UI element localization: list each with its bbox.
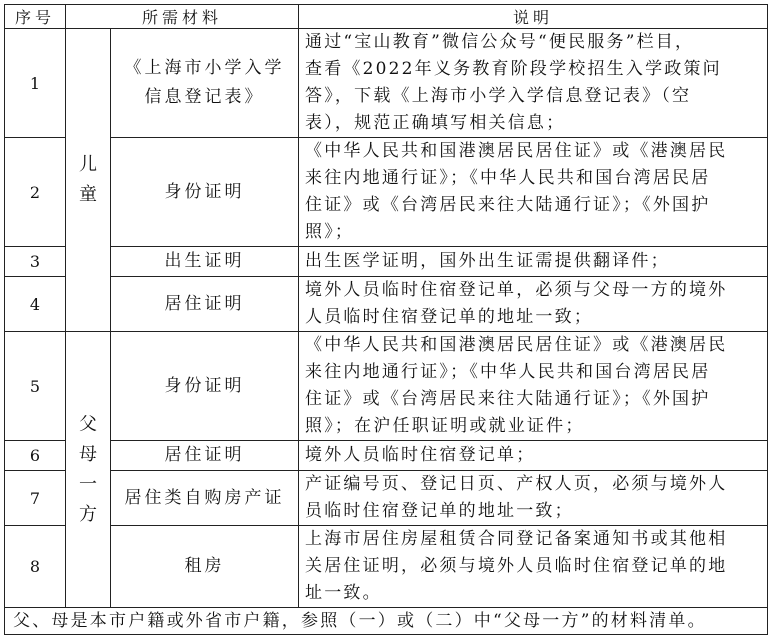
header-material: 所需材料 (66, 5, 299, 29)
desc-line: 出生医学证明，国外出生证需提供翻译件； (305, 251, 670, 271)
footer-row (5, 608, 768, 635)
desc-line: 境外人员临时住宿登记单，必须与父母一方的境外 (305, 280, 728, 300)
desc-line: 《中华人民共和国港澳居民居住证》或《港澳居民 (305, 335, 728, 355)
desc-line: 员临时住宿登记单的地址一致； (305, 501, 574, 521)
header-row (5, 5, 768, 29)
row-desc (299, 138, 768, 247)
row-material: 《上海市小学入学信息登记表》 (111, 29, 299, 138)
desc-line: 照》； (305, 222, 355, 242)
group-parent (66, 332, 111, 608)
desc-line: 关居住证明，必须与境外人员临时住宿登记单的地 (305, 556, 728, 576)
desc-line: 照》；在沪任职证明或就业证件； (305, 416, 585, 436)
desc-line: 人员临时住宿登记单的地址一致； (305, 307, 594, 327)
table-row (5, 247, 768, 277)
group-char: 儿 (79, 154, 97, 175)
row-no: 7 (5, 471, 66, 526)
row-material: 身份证明 (111, 138, 299, 247)
row-desc (299, 471, 768, 526)
row-material: 居住证明 (111, 277, 299, 332)
row-no: 4 (5, 277, 66, 332)
desc-line: 《中华人民共和国港澳居民居住证》或《港澳居民 (305, 141, 728, 161)
desc-line: 来往内地通行证》；《中华人民共和国台湾居民居 (305, 362, 711, 382)
desc-line: 查看《2022年义务教育阶段学校招生入学政策问 (305, 59, 722, 79)
row-material: 居住类自购房产证 (111, 471, 299, 526)
group-char: 一 (79, 473, 97, 495)
desc-line: 通过“宝山教育”微信公众号“便民服务”栏目， (305, 32, 695, 52)
table-row (5, 471, 768, 526)
group-char: 父 (79, 413, 97, 435)
row-material: 出生证明 (111, 247, 299, 277)
row-no: 8 (5, 526, 66, 608)
row-desc (299, 441, 768, 471)
desc-line: 表），规范正确填写相关信息； (305, 113, 566, 133)
row-desc (299, 29, 768, 138)
row-no: 3 (5, 247, 66, 277)
row-desc (299, 277, 768, 332)
group-char: 方 (79, 503, 97, 525)
header-no: 序号 (5, 5, 66, 29)
group-char: 童 (79, 184, 97, 205)
table-row (5, 277, 768, 332)
row-material: 身份证明 (111, 332, 299, 441)
row-no: 6 (5, 441, 66, 471)
row-no: 5 (5, 332, 66, 441)
desc-line: 址一致。 (305, 583, 382, 603)
table-row (5, 138, 768, 247)
row-desc (299, 332, 768, 441)
row-material: 居住证明 (111, 441, 299, 471)
row-material: 租房 (111, 526, 299, 608)
row-no: 2 (5, 138, 66, 247)
header-desc: 说明 (299, 5, 768, 29)
desc-line: 上海市居住房屋租赁合同登记备案通知书或其他相 (305, 529, 728, 549)
footer-note: 父、母是本市户籍或外省市户籍，参照（一）或（二）中“父母一方”的材料清单。 (5, 608, 768, 635)
desc-line: 境外人员临时住宿登记单； (305, 445, 536, 465)
desc-line: 住证》或《台湾居民来往大陆通行证》；《外国护 (305, 389, 711, 409)
desc-line: 住证》或《台湾居民来往大陆通行证》；《外国护 (305, 195, 711, 215)
desc-line: 来往内地通行证》；《中华人民共和国台湾居民居 (305, 168, 711, 188)
desc-line: 答》，下载《上海市小学入学信息登记表》（空 (305, 86, 692, 106)
row-desc (299, 247, 768, 277)
table-row (5, 441, 768, 471)
group-child (66, 29, 111, 332)
table-row (5, 332, 768, 441)
materials-table (4, 4, 768, 635)
table-row (5, 29, 768, 138)
desc-line: 产证编号页、登记日页、产权人页，必须与境外人 (305, 474, 728, 494)
row-desc (299, 526, 768, 608)
row-no: 1 (5, 29, 66, 138)
table-row (5, 526, 768, 608)
group-char: 母 (79, 443, 97, 465)
